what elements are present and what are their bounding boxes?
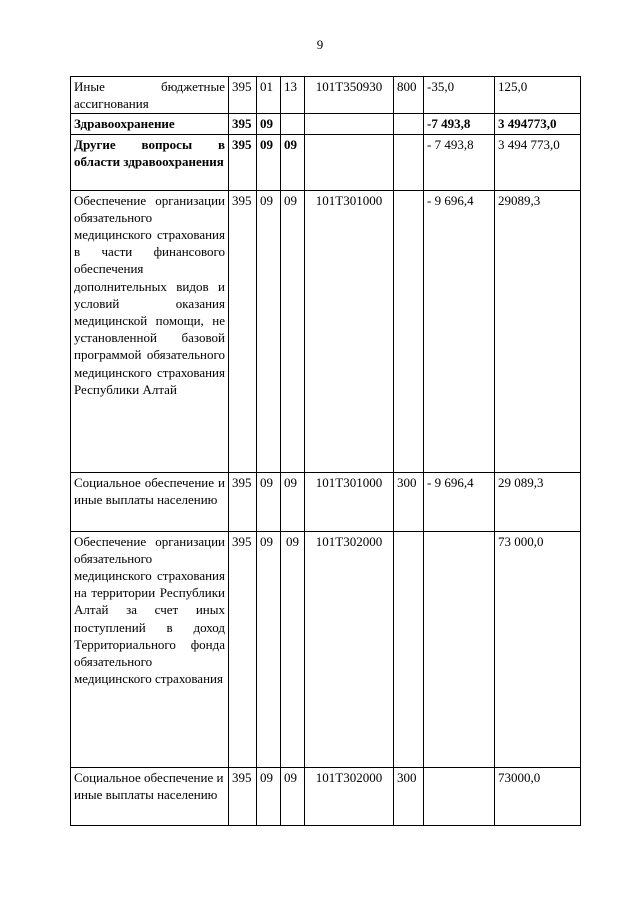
row-csr [305, 114, 394, 134]
row-change: - 9 696,4 [424, 190, 495, 472]
row-total: 29089,3 [495, 190, 581, 472]
row-total: 125,0 [495, 77, 581, 114]
row-rz: 09 [257, 531, 281, 767]
table-row [71, 472, 581, 531]
table-row [71, 767, 581, 825]
row-change [424, 767, 495, 825]
row-vr: 300 [394, 472, 424, 531]
row-total: 3 494773,0 [495, 114, 581, 134]
row-pr: 09 [281, 134, 305, 190]
row-total: 3 494 773,0 [495, 134, 581, 190]
row-csr: 101Т301000 [305, 190, 394, 472]
row-rz: 01 [257, 77, 281, 114]
row-name: Социальное обеспечение и иные выплаты населению [71, 767, 229, 825]
row-pr: 09 [281, 531, 305, 767]
row-change: - 7 493,8 [424, 134, 495, 190]
page-number: 9 [316, 37, 324, 52]
row-name: Здравоохранение [71, 114, 229, 134]
row-pr [281, 114, 305, 134]
row-csr: 101Т302000 [305, 531, 394, 767]
row-csr: 101Т302000 [305, 767, 394, 825]
row-grbs: 395 [229, 190, 257, 472]
table-row [71, 114, 581, 134]
row-total: 73000,0 [495, 767, 581, 825]
row-change: - 9 696,4 [424, 472, 495, 531]
table-row [71, 77, 581, 114]
row-grbs: 395 [229, 134, 257, 190]
row-name: Обеспечение организации обязательного медицинского страхования на территории Республики Алтай за счет иных поступлений в доход Территориального фонда обязательного медицинского страхования [71, 531, 229, 767]
row-rz: 09 [257, 190, 281, 472]
row-pr: 09 [281, 190, 305, 472]
row-total: 29 089,3 [495, 472, 581, 531]
row-grbs: 395 [229, 114, 257, 134]
row-name: Другие вопросы в области здравоохранения [71, 134, 229, 190]
row-vr: 800 [394, 77, 424, 114]
row-total: 73 000,0 [495, 531, 581, 767]
table-row [71, 190, 581, 472]
row-rz: 09 [257, 134, 281, 190]
row-rz: 09 [257, 472, 281, 531]
row-csr: 101Т301000 [305, 472, 394, 531]
row-name: Социальное обеспечение и иные выплаты населению [71, 472, 229, 531]
row-pr: 09 [281, 767, 305, 825]
row-csr: 101Т350930 [305, 77, 394, 114]
row-csr [305, 134, 394, 190]
row-change: -7 493,8 [424, 114, 495, 134]
budget-table [70, 76, 581, 826]
row-vr [394, 531, 424, 767]
row-change [424, 531, 495, 767]
row-pr: 09 [281, 472, 305, 531]
row-vr [394, 134, 424, 190]
row-pr: 13 [281, 77, 305, 114]
row-vr [394, 114, 424, 134]
row-grbs: 395 [229, 472, 257, 531]
row-change: -35,0 [424, 77, 495, 114]
row-rz: 09 [257, 767, 281, 825]
row-rz: 09 [257, 114, 281, 134]
row-name: Иные бюджетные ассигнования [71, 77, 229, 114]
row-grbs: 395 [229, 77, 257, 114]
row-grbs: 395 [229, 531, 257, 767]
table-row [71, 134, 581, 190]
row-grbs: 395 [229, 767, 257, 825]
row-vr: 300 [394, 767, 424, 825]
row-name: Обеспечение организации обязательного медицинского страхования в части финансового обеспечения дополнительных видов и условий оказания медицинской помощи, не установленной базовой программой обязательного медицинского страхования Республики Алтай [71, 190, 229, 472]
table-row [71, 531, 581, 767]
row-vr [394, 190, 424, 472]
